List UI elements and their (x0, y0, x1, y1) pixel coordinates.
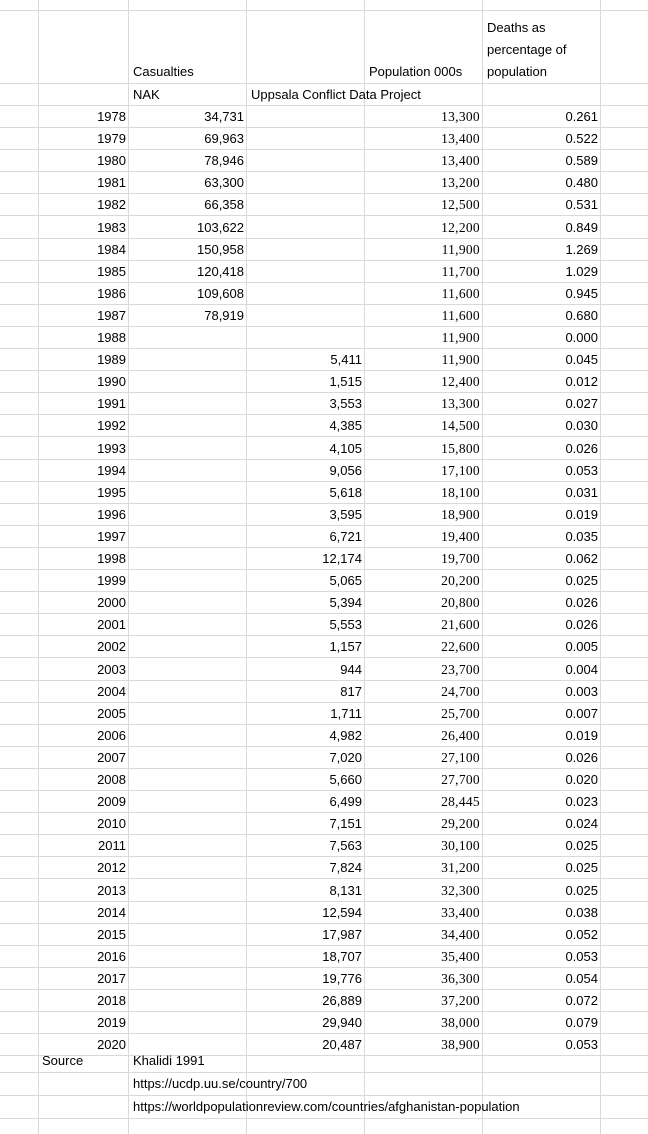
nak-cell[interactable] (128, 1012, 244, 1034)
deaths-pct-cell[interactable]: 0.000 (565, 330, 598, 345)
deaths-pct-cell[interactable]: 0.026 (565, 441, 598, 456)
nak-cell[interactable] (128, 968, 244, 990)
population-cell[interactable]: 15,800 (441, 441, 480, 456)
population-cell[interactable]: 11,900 (441, 352, 480, 367)
ucdp-cell[interactable] (246, 106, 362, 128)
nak-cell[interactable] (128, 747, 244, 769)
year-cell[interactable]: 2002 (97, 639, 126, 654)
nak-cell[interactable] (128, 902, 244, 924)
deaths-pct-cell[interactable]: 0.020 (565, 772, 598, 787)
nak-cell[interactable]: 78,919 (204, 308, 244, 323)
ucdp-cell[interactable]: 1,515 (329, 374, 362, 389)
ucdp-cell[interactable]: 5,553 (329, 617, 362, 632)
year-cell[interactable]: 2005 (97, 706, 126, 721)
ucdp-cell[interactable] (246, 283, 362, 305)
nak-cell[interactable] (128, 548, 244, 570)
deaths-pct-cell[interactable]: 0.522 (565, 131, 598, 146)
population-cell[interactable]: 29,200 (441, 816, 480, 831)
nak-cell[interactable] (128, 327, 244, 349)
deaths-pct-cell[interactable]: 1.029 (565, 264, 598, 279)
year-cell[interactable]: 1992 (97, 418, 126, 433)
ucdp-cell[interactable]: 9,056 (329, 463, 362, 478)
nak-cell[interactable] (128, 526, 244, 548)
year-cell[interactable]: 2006 (97, 728, 126, 743)
population-cell[interactable]: 13,300 (441, 396, 480, 411)
nak-cell[interactable] (128, 769, 244, 791)
deaths-pct-cell[interactable]: 0.038 (565, 905, 598, 920)
population-cell[interactable]: 30,100 (441, 838, 480, 853)
ucdp-cell[interactable]: 7,824 (329, 860, 362, 875)
source-label[interactable]: Source (42, 1053, 84, 1068)
population-cell[interactable]: 28,445 (441, 794, 480, 809)
year-cell[interactable]: 1991 (97, 396, 126, 411)
year-cell[interactable]: 1999 (97, 573, 126, 588)
ucdp-cell[interactable]: 6,721 (329, 529, 362, 544)
nak-cell[interactable] (128, 791, 244, 813)
nak-cell[interactable] (128, 813, 244, 835)
ucdp-cell[interactable]: 7,020 (329, 750, 362, 765)
ucdp-cell[interactable]: 7,563 (329, 838, 362, 853)
deaths-pct-cell[interactable]: 0.062 (565, 551, 598, 566)
nak-cell[interactable]: 69,963 (204, 131, 244, 146)
population-cell[interactable]: 26,400 (441, 728, 480, 743)
deaths-pct-cell[interactable]: 0.045 (565, 352, 598, 367)
population-cell[interactable]: 27,100 (441, 750, 480, 765)
header-deaths-line-1[interactable]: Deaths as (487, 20, 546, 35)
nak-cell[interactable] (128, 857, 244, 879)
deaths-pct-cell[interactable]: 0.053 (565, 463, 598, 478)
year-cell[interactable]: 2001 (97, 617, 126, 632)
nak-cell[interactable] (128, 438, 244, 460)
population-cell[interactable]: 18,900 (441, 507, 480, 522)
nak-cell[interactable] (128, 415, 244, 437)
year-cell[interactable]: 2018 (97, 993, 126, 1008)
nak-cell[interactable]: 66,358 (204, 197, 244, 212)
nak-cell[interactable] (128, 570, 244, 592)
ucdp-cell[interactable]: 5,065 (329, 573, 362, 588)
ucdp-cell[interactable] (246, 261, 362, 283)
deaths-pct-cell[interactable]: 0.849 (565, 220, 598, 235)
deaths-pct-cell[interactable]: 0.531 (565, 197, 598, 212)
header-deaths-line-3[interactable]: population (487, 64, 547, 79)
population-cell[interactable]: 31,200 (441, 860, 480, 875)
population-cell[interactable]: 34,400 (441, 927, 480, 942)
year-cell[interactable]: 1994 (97, 463, 126, 478)
year-cell[interactable]: 2004 (97, 684, 126, 699)
deaths-pct-cell[interactable]: 0.680 (565, 308, 598, 323)
ucdp-cell[interactable]: 17,987 (322, 927, 362, 942)
ucdp-cell[interactable]: 5,394 (329, 595, 362, 610)
year-cell[interactable]: 1979 (97, 131, 126, 146)
year-cell[interactable]: 1978 (97, 109, 126, 124)
nak-cell[interactable] (128, 504, 244, 526)
ucdp-cell[interactable]: 6,499 (329, 794, 362, 809)
deaths-pct-cell[interactable]: 0.053 (565, 1037, 598, 1052)
population-cell[interactable]: 12,400 (441, 374, 480, 389)
ucdp-cell[interactable] (246, 327, 362, 349)
year-cell[interactable]: 1987 (97, 308, 126, 323)
deaths-pct-cell[interactable]: 0.030 (565, 418, 598, 433)
year-cell[interactable]: 1985 (97, 264, 126, 279)
header-nak[interactable]: NAK (133, 87, 160, 102)
nak-cell[interactable] (128, 349, 244, 371)
nak-cell[interactable] (128, 636, 244, 658)
population-cell[interactable]: 19,400 (441, 529, 480, 544)
grid-row-line (0, 10, 648, 11)
ucdp-cell[interactable]: 4,982 (329, 728, 362, 743)
ucdp-cell[interactable] (246, 305, 362, 327)
nak-cell[interactable] (128, 482, 244, 504)
year-cell[interactable]: 1990 (97, 374, 126, 389)
year-cell[interactable]: 2016 (97, 949, 126, 964)
ucdp-cell[interactable]: 12,594 (322, 905, 362, 920)
year-cell[interactable]: 2017 (97, 971, 126, 986)
nak-cell[interactable] (128, 946, 244, 968)
year-cell[interactable]: 1983 (97, 220, 126, 235)
deaths-pct-cell[interactable]: 0.079 (565, 1015, 598, 1030)
deaths-pct-cell[interactable]: 0.054 (565, 971, 598, 986)
population-cell[interactable]: 21,600 (441, 617, 480, 632)
population-cell[interactable]: 11,700 (441, 264, 480, 279)
population-cell[interactable]: 19,700 (441, 551, 480, 566)
year-cell[interactable]: 1998 (97, 551, 126, 566)
year-cell[interactable]: 1993 (97, 441, 126, 456)
population-cell[interactable]: 20,800 (441, 595, 480, 610)
source-population-link[interactable]: https://worldpopulationreview.com/countries/afghanistan-population (133, 1099, 520, 1114)
nak-cell[interactable]: 78,946 (204, 153, 244, 168)
population-cell[interactable]: 38,900 (441, 1037, 480, 1052)
deaths-pct-cell[interactable]: 0.945 (565, 286, 598, 301)
ucdp-cell[interactable] (246, 150, 362, 172)
population-cell[interactable]: 11,600 (441, 308, 480, 323)
nak-cell[interactable]: 109,608 (197, 286, 244, 301)
ucdp-cell[interactable]: 18,707 (322, 949, 362, 964)
population-cell[interactable]: 11,600 (441, 286, 480, 301)
population-cell[interactable]: 23,700 (441, 662, 480, 677)
nak-cell[interactable] (128, 592, 244, 614)
nak-cell[interactable]: 103,622 (197, 220, 244, 235)
deaths-pct-cell[interactable]: 0.589 (565, 153, 598, 168)
nak-cell[interactable]: 150,958 (197, 242, 244, 257)
year-cell[interactable]: 2010 (97, 816, 126, 831)
population-cell[interactable]: 32,300 (441, 883, 480, 898)
deaths-pct-cell[interactable]: 0.025 (565, 860, 598, 875)
population-cell[interactable]: 11,900 (441, 330, 480, 345)
deaths-pct-cell[interactable]: 0.031 (565, 485, 598, 500)
deaths-pct-cell[interactable]: 0.025 (565, 573, 598, 588)
deaths-pct-cell[interactable]: 0.025 (565, 838, 598, 853)
ucdp-cell[interactable]: 817 (340, 684, 362, 699)
year-cell[interactable]: 2019 (97, 1015, 126, 1030)
ucdp-cell[interactable]: 8,131 (329, 883, 362, 898)
nak-cell[interactable] (128, 703, 244, 725)
year-cell[interactable]: 2012 (97, 860, 126, 875)
deaths-pct-cell[interactable]: 0.035 (565, 529, 598, 544)
population-cell[interactable]: 24,700 (441, 684, 480, 699)
deaths-pct-cell[interactable]: 0.261 (565, 109, 598, 124)
deaths-pct-cell[interactable]: 0.004 (565, 662, 598, 677)
deaths-pct-cell[interactable]: 0.005 (565, 639, 598, 654)
nak-cell[interactable] (128, 990, 244, 1012)
deaths-pct-cell[interactable]: 0.025 (565, 883, 598, 898)
year-cell[interactable]: 2015 (97, 927, 126, 942)
nak-cell[interactable] (128, 924, 244, 946)
deaths-pct-cell[interactable]: 0.072 (565, 993, 598, 1008)
population-cell[interactable]: 25,700 (441, 706, 480, 721)
nak-cell[interactable] (128, 659, 244, 681)
year-cell[interactable]: 1984 (97, 242, 126, 257)
population-cell[interactable]: 18,100 (441, 485, 480, 500)
year-cell[interactable]: 2008 (97, 772, 126, 787)
deaths-pct-cell[interactable]: 0.480 (565, 175, 598, 190)
ucdp-cell[interactable]: 944 (340, 662, 362, 677)
population-cell[interactable]: 17,100 (441, 463, 480, 478)
ucdp-cell[interactable]: 3,595 (329, 507, 362, 522)
source-ucdp-link[interactable]: https://ucdp.uu.se/country/700 (133, 1076, 308, 1091)
source-khalidi[interactable]: Khalidi 1991 (133, 1053, 205, 1068)
nak-cell[interactable] (128, 681, 244, 703)
year-cell[interactable]: 1982 (97, 197, 126, 212)
deaths-pct-cell[interactable]: 0.026 (565, 750, 598, 765)
nak-cell[interactable] (128, 371, 244, 393)
deaths-pct-cell[interactable]: 0.023 (565, 794, 598, 809)
year-cell[interactable]: 2000 (97, 595, 126, 610)
population-cell[interactable]: 14,500 (441, 418, 480, 433)
header-casualties[interactable]: Casualties (133, 64, 194, 79)
year-cell[interactable]: 1980 (97, 153, 126, 168)
population-cell[interactable]: 35,400 (441, 949, 480, 964)
population-cell[interactable]: 13,300 (441, 109, 480, 124)
nak-cell[interactable]: 120,418 (197, 264, 244, 279)
deaths-pct-cell[interactable]: 0.026 (565, 617, 598, 632)
population-cell[interactable]: 12,200 (441, 220, 480, 235)
ucdp-cell[interactable]: 19,776 (322, 971, 362, 986)
year-cell[interactable]: 1988 (97, 330, 126, 345)
year-cell[interactable]: 2003 (97, 662, 126, 677)
ucdp-cell[interactable]: 1,157 (329, 639, 362, 654)
ucdp-cell[interactable]: 5,618 (329, 485, 362, 500)
deaths-pct-cell[interactable]: 0.012 (565, 374, 598, 389)
ucdp-cell[interactable]: 29,940 (322, 1015, 362, 1030)
ucdp-cell[interactable] (246, 217, 362, 239)
population-cell[interactable]: 36,300 (441, 971, 480, 986)
grid-row-line (0, 1118, 648, 1119)
ucdp-cell[interactable]: 1,711 (330, 706, 362, 721)
nak-cell[interactable] (128, 460, 244, 482)
nak-cell[interactable]: 34,731 (204, 109, 244, 124)
deaths-pct-cell[interactable]: 0.026 (565, 595, 598, 610)
year-cell[interactable]: 2013 (97, 883, 126, 898)
ucdp-cell[interactable]: 26,889 (322, 993, 362, 1008)
grid-row-line (0, 1072, 648, 1073)
year-cell[interactable]: 1997 (97, 529, 126, 544)
ucdp-cell[interactable]: 7,151 (329, 816, 362, 831)
population-cell[interactable]: 13,400 (441, 153, 480, 168)
ucdp-cell[interactable]: 12,174 (322, 551, 362, 566)
deaths-pct-cell[interactable]: 0.024 (565, 816, 598, 831)
nak-cell[interactable]: 63,300 (204, 175, 244, 190)
population-cell[interactable]: 12,500 (441, 197, 480, 212)
population-cell[interactable]: 38,000 (441, 1015, 480, 1030)
ucdp-cell[interactable] (246, 172, 362, 194)
ucdp-cell[interactable] (246, 239, 362, 261)
header-deaths-line-2[interactable]: percentage of (487, 42, 567, 57)
population-cell[interactable]: 20,200 (441, 573, 480, 588)
ucdp-cell[interactable]: 5,660 (329, 772, 362, 787)
year-cell[interactable]: 1996 (97, 507, 126, 522)
deaths-pct-cell[interactable]: 0.052 (565, 927, 598, 942)
population-cell[interactable]: 27,700 (441, 772, 480, 787)
nak-cell[interactable] (128, 393, 244, 415)
population-cell[interactable]: 33,400 (441, 905, 480, 920)
ucdp-cell[interactable]: 3,553 (329, 396, 362, 411)
year-cell[interactable]: 1995 (97, 485, 126, 500)
nak-cell[interactable] (128, 835, 244, 857)
deaths-pct-cell[interactable]: 1.269 (565, 242, 598, 257)
year-cell[interactable]: 2020 (97, 1037, 126, 1052)
ucdp-cell[interactable]: 5,411 (330, 352, 362, 367)
deaths-pct-cell[interactable]: 0.053 (565, 949, 598, 964)
year-cell[interactable]: 2011 (98, 838, 126, 853)
deaths-pct-cell[interactable]: 0.019 (565, 507, 598, 522)
population-cell[interactable]: 37,200 (441, 993, 480, 1008)
header-population[interactable]: Population 000s (369, 64, 463, 79)
year-cell[interactable]: 1981 (97, 175, 126, 190)
header-uppsala[interactable]: Uppsala Conflict Data Project (251, 87, 421, 102)
ucdp-cell[interactable]: 4,105 (329, 441, 362, 456)
ucdp-cell[interactable]: 4,385 (329, 418, 362, 433)
population-cell[interactable]: 22,600 (441, 639, 480, 654)
population-cell[interactable]: 11,900 (441, 242, 480, 257)
year-cell[interactable]: 2014 (97, 905, 126, 920)
deaths-pct-cell[interactable]: 0.007 (565, 706, 598, 721)
population-cell[interactable]: 13,200 (441, 175, 480, 190)
ucdp-cell[interactable] (246, 194, 362, 216)
nak-cell[interactable] (128, 614, 244, 636)
deaths-pct-cell[interactable]: 0.019 (565, 728, 598, 743)
ucdp-cell[interactable]: 20,487 (322, 1037, 362, 1052)
year-cell[interactable]: 1986 (97, 286, 126, 301)
nak-cell[interactable] (128, 880, 244, 902)
deaths-pct-cell[interactable]: 0.003 (565, 684, 598, 699)
nak-cell[interactable] (128, 725, 244, 747)
deaths-pct-cell[interactable]: 0.027 (565, 396, 598, 411)
year-cell[interactable]: 1989 (97, 352, 126, 367)
year-cell[interactable]: 2007 (97, 750, 126, 765)
population-cell[interactable]: 13,400 (441, 131, 480, 146)
year-cell[interactable]: 2009 (97, 794, 126, 809)
ucdp-cell[interactable] (246, 128, 362, 150)
